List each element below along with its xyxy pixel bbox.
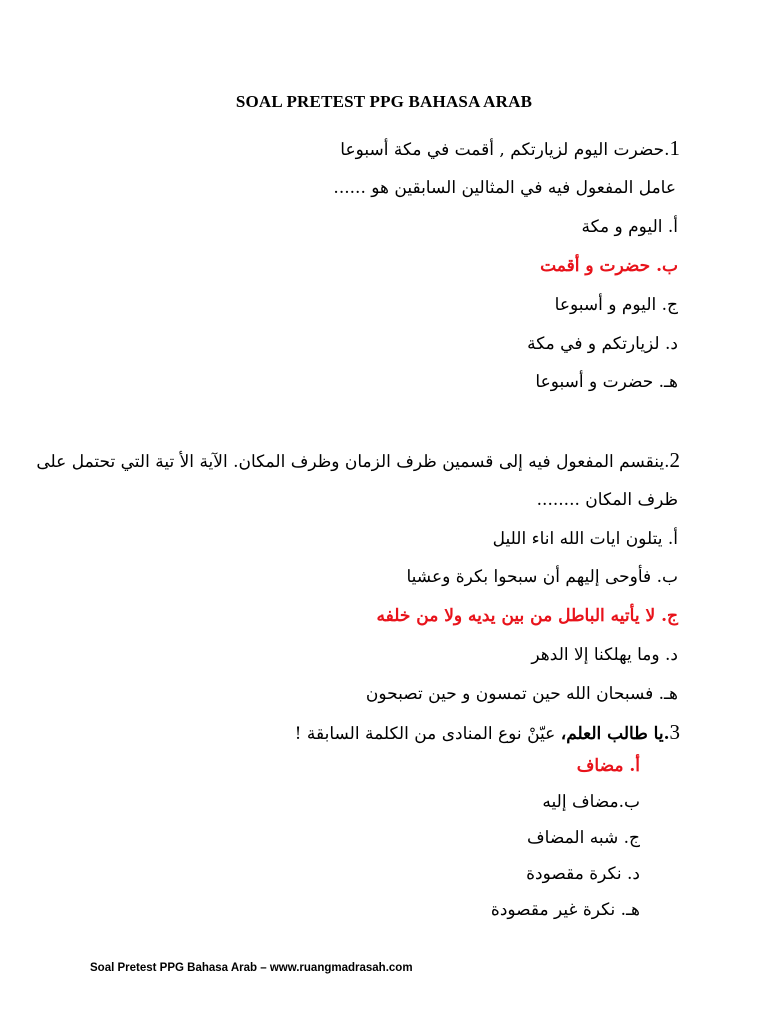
q2-option-d: د. وما يهلكنا إلا الدهر <box>531 645 678 665</box>
q2-option-e: هـ. فسبحان الله حين تمسون و حين تصبحون <box>365 684 678 704</box>
question-1-number: 1 <box>669 136 680 160</box>
q1-option-d: د. لزيارتكم و في مكة <box>527 334 678 354</box>
question-3-vocative: .يا طالب العلم، <box>560 724 670 744</box>
q1-option-b-answer: ب. حضرت و أقمت <box>540 256 678 276</box>
q3-option-e: هـ. نكرة غير مقصودة <box>490 900 640 920</box>
q3-option-c: ج. شبه المضاف <box>527 828 640 848</box>
question-1-stem <box>340 138 680 159</box>
question-2-number: 2 <box>669 448 680 472</box>
q2-option-b: ب. فأوحى إليهم أن سبحوا بكرة وعشيا <box>406 567 678 587</box>
q2-option-c-answer: ج. لا يأتيه الباطل من بين يديه ولا من خلفه <box>376 606 678 626</box>
q1-option-e: هـ. حضرت و أسبوعا <box>535 372 678 392</box>
page-footer: Soal Pretest PPG Bahasa Arab – www.ruangmadrasah.com <box>90 962 413 974</box>
q1-option-a: أ. اليوم و مكة <box>581 217 678 237</box>
question-2-stem-line2: ظرف المكان ........ <box>536 490 678 510</box>
question-2-text: .ينقسم المفعول فيه إلى قسمين ظرف الزمان وظرف المكان. الآية الأ تية التي تحتمل على <box>36 452 670 472</box>
document-title: SOAL PRETEST PPG BAHASA ARAB <box>235 92 533 111</box>
question-1-prompt: عامل المفعول فيه في المثالين السابقين هو ...... <box>333 178 676 198</box>
question-3-stem <box>295 722 680 743</box>
q2-option-a: أ. يتلون ايات الله اناء الليل <box>492 529 678 549</box>
question-3-text: عيّنْ نوع المنادى من الكلمة السابقة ! <box>294 724 561 744</box>
q1-option-c: ج. اليوم و أسبوعا <box>554 295 678 315</box>
question-3-number: 3 <box>669 720 680 744</box>
q3-option-b: ب.مضاف إليه <box>542 792 640 812</box>
q3-option-a-answer: أ. مضاف <box>576 756 640 776</box>
question-2-stem-line1 <box>36 450 680 471</box>
question-1-text: .حضرت اليوم لزيارتكم , أقمت في مكة أسبوعا <box>340 140 670 160</box>
q3-option-d: د. نكرة مقصودة <box>526 864 640 884</box>
